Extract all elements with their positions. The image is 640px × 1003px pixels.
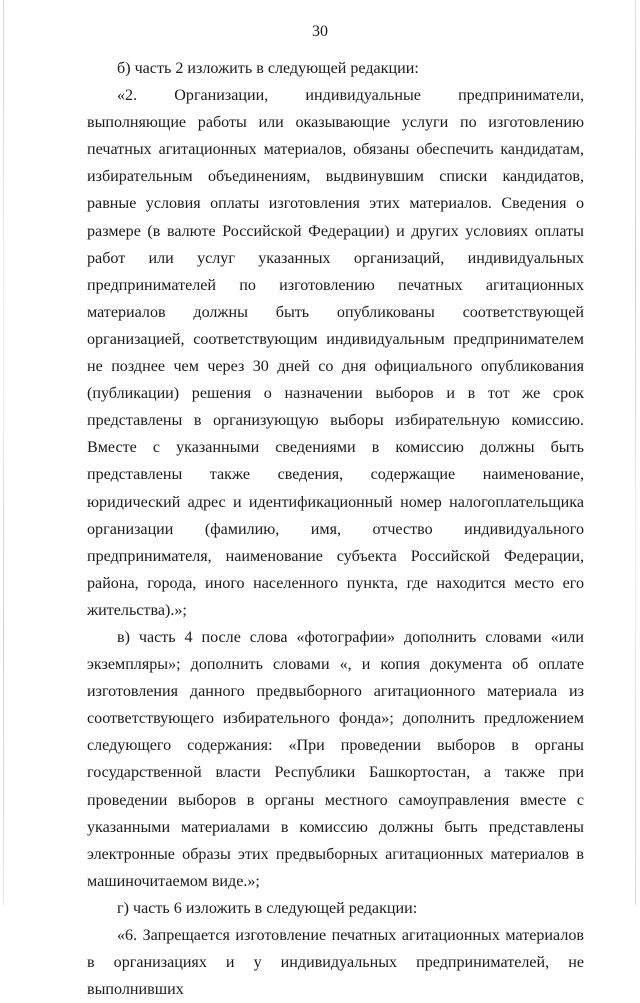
paragraph-part-6-text: «6. Запрещается изготовление печатных агитационных материалов в организациях и у индивидуальных предпринимателей, не выполнивших: [87, 927, 584, 999]
page-number: 30: [312, 23, 328, 40]
paragraph-v: в) часть 4 после слова «фотографии» дополнить словами «или экземпляры»; дополнить словами «, и копия документа об оплате изготовления данного предвыборного агитационного материала из соответствующего избирательного фонда»; дополнить предложением следующего содержания: «При проведении выборов в органы государственной власти Республики Башкортостан, а также при проведении выборов в органы местного самоуправления вместе с указанными материалами в комиссию должны быть представлены электронные образы этих предвыборных агитационных материалов в машиночитаемом виде.»;: [87, 628, 584, 890]
scan-edge-right: [635, 0, 636, 905]
paragraph-part-2-text: «2. Организации, индивидуальные предприниматели, выполняющие работы или оказывающие услуги по изготовлению печатных агитационных материалов, обязаны обеспечить кандидатам, избирательным объединениям, выдвинувшим списки кандидатов, равные условия оплаты изготовления этих материалов. Сведения о размере (в валюте Российской Федерации) и других условиях оплаты работ или услуг указанных организаций, индивидуальных предпринимателей по изготовлению печатных агитационных материалов должны быть опубликованы соответствующей организацией, соответствующим индивидуальным предпринимателем не позднее чем через 30 дней со дня официального опубликования (публикации) решения о назначении выборов и в тот же срок представлены в организующую выборы избирательную комиссию. Вместе с указанными сведениями в комиссию должны быть представлены также сведения, содержащие наименование, юридический адрес и идентификационный номер налогоплательщика организации (фамилию, имя, отчество индивидуального предпринимателя, наименование субъекта Российской Федерации, района, города, иного населенного пункта, где находится место его жительства).»;: [87, 87, 584, 619]
paragraph-g: г) часть 6 изложить в следующей редакции:: [117, 899, 418, 917]
scan-edge-left: [3, 0, 4, 905]
document-body: [87, 55, 584, 1003]
paragraph-b: б) часть 2 изложить в следующей редакции:: [117, 60, 419, 77]
